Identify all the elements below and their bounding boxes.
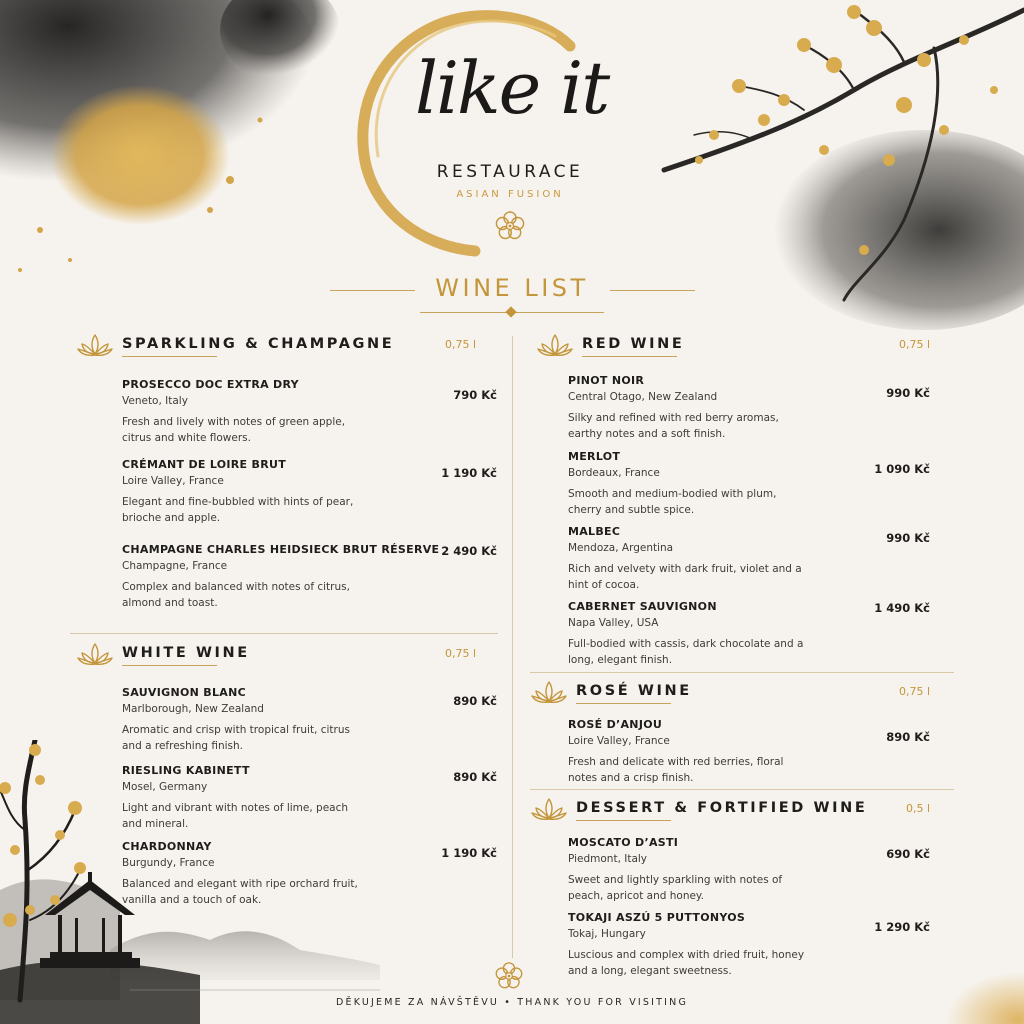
wine-name: TOKAJI ASZÚ 5 PUTTONYOS [568, 911, 746, 924]
section-title: RED WINE [582, 336, 685, 352]
wine-description: Rich and velvety with dark fruit, violet and a hint of cocoa. [568, 563, 802, 591]
wine-origin: Marlborough, New Zealand [122, 703, 264, 715]
wine-description: Aromatic and crisp with tropical fruit, citrus and a refreshing finish. [122, 724, 350, 752]
wine-name: MOSCATO D’ASTI [568, 836, 679, 849]
section-volume: 0,75 l [898, 338, 930, 351]
section-volume: 0,5 l [905, 802, 930, 815]
wine-origin: Loire Valley, France [122, 475, 224, 487]
lotus-icon [76, 332, 114, 358]
brand-subtitle: RESTAURACE [436, 162, 584, 182]
wine-list-heading [320, 272, 704, 322]
wine-origin: Bordeaux, France [568, 467, 660, 479]
wine-description: Fresh and delicate with red berries, floral notes and a crisp finish. [568, 756, 784, 784]
section-title: WHITE WINE [122, 645, 250, 661]
wine-item [122, 543, 517, 611]
blossom-icon [494, 961, 524, 991]
wine-item [122, 686, 517, 754]
page-title: WINE LIST [435, 274, 589, 302]
section-title: DESSERT & FORTIFIED WINE [576, 800, 868, 816]
wine-origin: Burgundy, France [122, 857, 215, 869]
wine-name: MERLOT [568, 450, 621, 463]
wine-origin: Tokaj, Hungary [568, 928, 646, 940]
wine-description: Silky and refined with red berry aromas, earthy notes and a soft finish. [568, 412, 779, 440]
wine-price: 890 Kč [453, 770, 497, 784]
wine-name: CHAMPAGNE CHARLES HEIDSIECK BRUT RÉSERVE [122, 543, 440, 556]
brand-tagline: ASIAN FUSION [456, 189, 564, 200]
ink-splash-decoration [0, 0, 340, 290]
wine-price: 2 490 Kč [441, 544, 497, 558]
wine-item [568, 525, 930, 593]
wine-description: Full-bodied with cassis, dark chocolate and a long, elegant finish. [568, 638, 804, 666]
wine-price: 1 190 Kč [441, 466, 497, 480]
wine-name: CABERNET SAUVIGNON [568, 600, 717, 613]
wine-item [122, 840, 517, 908]
wine-origin: Piedmont, Italy [568, 853, 648, 865]
wine-name: SAUVIGNON BLANC [122, 686, 246, 699]
section-divider [530, 672, 954, 673]
wine-price: 790 Kč [453, 388, 497, 402]
wine-item [122, 764, 517, 832]
wine-item [568, 374, 930, 442]
wine-name: PINOT NOIR [568, 374, 645, 387]
wine-description: Elegant and fine-bubbled with hints of pear, brioche and apple. [122, 496, 354, 524]
wine-price: 890 Kč [886, 730, 930, 744]
wine-item [568, 450, 930, 518]
section-divider [70, 633, 498, 634]
section-underline [122, 356, 217, 357]
lotus-icon [76, 641, 114, 667]
wine-price: 1 490 Kč [874, 601, 930, 615]
wine-origin: Napa Valley, USA [568, 617, 659, 629]
diamond-icon [505, 306, 516, 317]
section-underline [122, 665, 217, 666]
wine-price: 1 190 Kč [441, 846, 497, 860]
section-volume: 0,75 l [444, 647, 476, 660]
wine-origin: Veneto, Italy [122, 395, 188, 407]
section-volume: 0,75 l [898, 685, 930, 698]
section-underline [582, 356, 677, 357]
wine-description: Smooth and medium-bodied with plum, cherry and subtle spice. [568, 488, 777, 516]
wine-description: Sweet and lightly sparkling with notes of peach, apricot and honey. [568, 874, 783, 902]
wine-origin: Mosel, Germany [122, 781, 208, 793]
wine-item [568, 600, 930, 668]
wine-price: 990 Kč [886, 531, 930, 545]
wine-name: PROSECCO DOC EXTRA DRY [122, 378, 299, 391]
logo-brush-circle [340, 6, 590, 261]
wine-item [568, 718, 930, 786]
wine-price: 690 Kč [886, 847, 930, 861]
wine-description: Complex and balanced with notes of citrus, almond and toast. [122, 581, 350, 609]
wine-origin: Central Otago, New Zealand [568, 391, 718, 403]
wine-price: 990 Kč [886, 386, 930, 400]
wine-description: Fresh and lively with notes of green apple, citrus and white flowers. [122, 416, 346, 444]
wine-name: ROSÉ D’ANJOU [568, 718, 663, 731]
wine-item [568, 911, 930, 979]
wine-origin: Mendoza, Argentina [568, 542, 674, 554]
wine-description: Light and vibrant with notes of lime, peach and mineral. [122, 802, 349, 830]
blossom-icon [494, 210, 526, 242]
wine-price: 890 Kč [453, 694, 497, 708]
footer-thanks: DĚKUJEME ZA NÁVŠTĚVU • THANK YOU FOR VISITING [335, 997, 689, 1008]
section-volume: 0,75 l [444, 338, 476, 351]
wine-description: Balanced and elegant with ripe orchard fruit, vanilla and a touch of oak. [122, 878, 358, 906]
wine-origin: Champagne, France [122, 560, 228, 572]
wine-description: Luscious and complex with dried fruit, honey and a long, elegant sweetness. [568, 949, 805, 977]
wine-price: 1 090 Kč [874, 462, 930, 476]
section-title: ROSÉ WINE [576, 683, 692, 699]
lotus-icon [536, 332, 574, 358]
wine-item [122, 378, 517, 446]
wine-origin: Loire Valley, France [568, 735, 670, 747]
section-title: SPARKLING & CHAMPAGNE [122, 336, 395, 352]
lotus-icon [530, 679, 568, 705]
brand-logo-script: like it [415, 46, 609, 130]
wine-name: CRÉMANT DE LOIRE BRUT [122, 458, 286, 471]
wine-item [568, 836, 930, 904]
wine-item [122, 458, 517, 526]
section-underline [576, 820, 671, 821]
section-underline [576, 703, 671, 704]
lotus-icon [530, 796, 568, 822]
wine-name: MALBEC [568, 525, 621, 538]
wine-name: RIESLING KABINETT [122, 764, 250, 777]
wine-price: 1 290 Kč [874, 920, 930, 934]
wine-name: CHARDONNAY [122, 840, 212, 853]
section-divider [530, 789, 954, 790]
